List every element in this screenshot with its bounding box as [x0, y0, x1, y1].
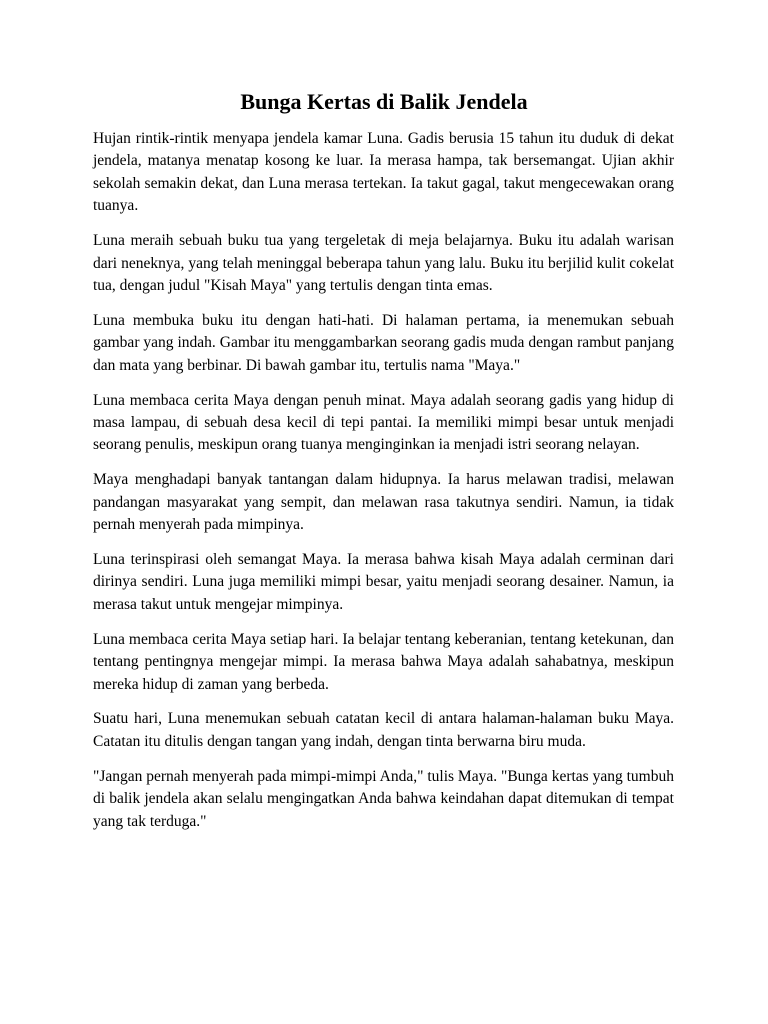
paragraph-8: Suatu hari, Luna menemukan sebuah catatan kecil di antara halaman-halaman buku Maya. Catatan itu ditulis dengan tangan yang indah, dengan tinta berwarna biru muda. — [93, 710, 674, 750]
document-body — [93, 128, 674, 845]
paragraph-3: Luna membuka buku itu dengan hati-hati. Di halaman pertama, ia menemukan sebuah gambar yang indah. Gambar itu menggambarkan seorang gadis muda dengan rambut panjang dan mata yang berbinar. Di bawah gambar itu, tertulis nama "Maya." — [93, 311, 674, 374]
paragraph-6: Luna terinspirasi oleh semangat Maya. Ia merasa bahwa kisah Maya adalah cerminan dari dirinya sendiri. Luna juga memiliki mimpi besar, yaitu menjadi seorang desainer. Namun, ia merasa takut untuk mengejar mimpinya. — [93, 551, 674, 613]
document-title: Bunga Kertas di Balik Jendela — [240, 89, 528, 114]
paragraph-9: "Jangan pernah menyerah pada mimpi-mimpi Anda," tulis Maya. "Bunga kertas yang tumbuh di balik jendela akan selalu mengingatkan Anda bahwa keindahan dapat ditemukan di tempat yang tak terduga." — [93, 767, 674, 830]
paragraph-5: Maya menghadapi banyak tantangan dalam hidupnya. Ia harus melawan tradisi, melawan pandangan masyarakat yang sempit, dan melawan rasa takutnya sendiri. Namun, ia tidak pernah menyerah pada mimpinya. — [93, 471, 674, 534]
paragraph-4: Luna membaca cerita Maya dengan penuh minat. Maya adalah seorang gadis yang hidup di masa lampau, di sebuah desa kecil di tepi pantai. Ia memiliki mimpi besar untuk menjadi seorang penulis, meskipun orang tuanya menginginkan ia menjadi istri seorang nelayan. — [93, 391, 674, 454]
paragraph-1: Hujan rintik-rintik menyapa jendela kamar Luna. Gadis berusia 15 tahun itu duduk di dekat jendela, matanya menatap kosong ke luar. Ia merasa hampa, tak bersemangat. Ujian akhir sekolah semakin dekat, dan Luna merasa tertekan. Ia takut gagal, takut mengecewakan orang tuanya. — [93, 130, 674, 215]
paragraph-2: Luna meraih sebuah buku tua yang tergeletak di meja belajarnya. Buku itu adalah warisan dari neneknya, yang telah meninggal beberapa tahun yang lalu. Buku itu berjilid kulit cokelat tua, dengan judul "Kisah Maya" yang tertulis dengan tinta emas. — [93, 232, 674, 294]
paragraph-7: Luna membaca cerita Maya setiap hari. Ia belajar tentang keberanian, tentang ketekunan, dan tentang pentingnya mengejar mimpi. Ia merasa bahwa Maya adalah sahabatnya, meskipun mereka hidup di zaman yang berbeda. — [93, 630, 674, 693]
